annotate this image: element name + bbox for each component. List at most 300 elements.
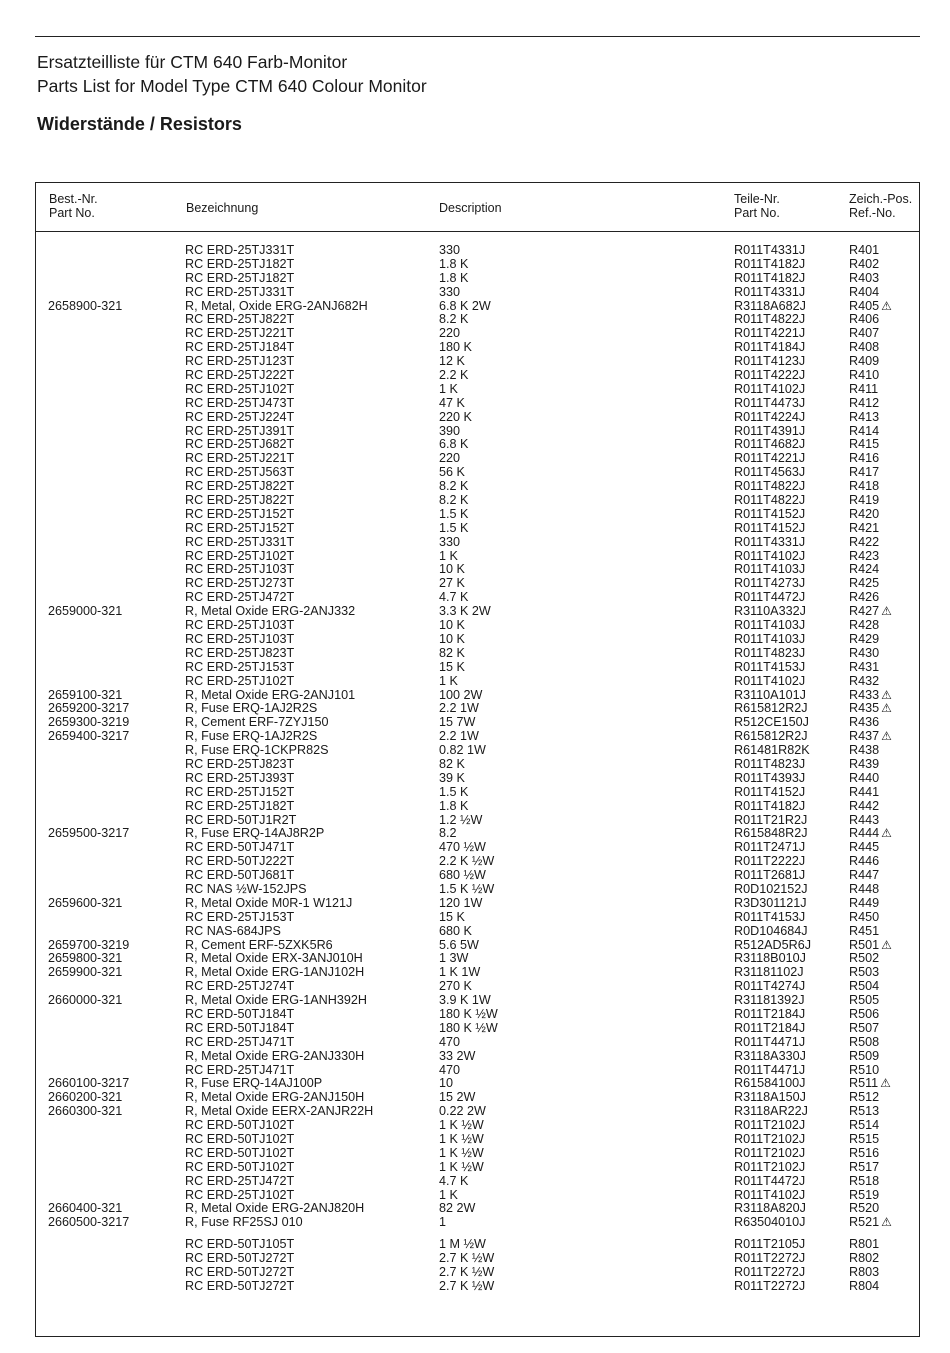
description-cell: 0.22 2W [439,1104,486,1119]
teile-nr-cell: R011T4473J [734,395,806,410]
table-row [0,1091,950,1105]
teile-nr-cell: R3118B010J [734,951,806,966]
description-cell: 1 M ½W [439,1237,486,1252]
teile-nr-cell: R011T4331J [734,534,806,549]
description-cell: 330 [439,534,461,549]
table-row [0,702,950,716]
teile-nr-cell: R615848R2J [734,826,808,841]
teile-nr-cell: R011T4152J [734,520,806,535]
ref-no-cell: R422 [849,534,880,549]
description-cell: 1 K [439,1187,458,1202]
ref-no-cell: R442 [849,798,880,813]
ref-no-cell: R403 [849,270,880,285]
ref-no-cell: R515 [849,1132,880,1146]
part-number-cell: 2659500-3217 [48,826,130,841]
description-cell: 680 K [439,923,472,938]
teile-nr-cell: R011T4471J [734,1062,806,1077]
ref-no-cell: R406 [849,312,880,327]
table-row [0,272,950,286]
table-row [0,355,950,369]
bezeichnung-cell: R, Metal Oxide ERG-2ANJ820H [185,1201,365,1216]
teile-nr-cell: R011T4221J [734,451,806,466]
teile-nr-cell: R011T4103J [734,631,806,646]
bezeichnung-cell: RC ERD-25TJ274T [185,979,295,994]
bezeichnung-cell: R, Fuse RF25SJ 010 [185,1215,303,1230]
teile-nr-cell: R3110A101J [734,687,806,702]
ref-no-cell: R801 [849,1237,880,1252]
ref-no-cell: R511 ⚠ [849,1076,891,1091]
description-cell: 33 2W [439,1048,476,1063]
description-cell: 100 2W [439,687,483,702]
teile-nr-cell: R0D102152J [734,881,808,896]
teile-nr-cell: R3D301121J [734,895,807,910]
column-header-part-no-line2: Part No. [49,205,95,220]
ref-no-cell: R440 [849,770,880,785]
table-row [0,758,950,772]
table-header-divider [35,231,920,232]
ref-no-cell: R447 [849,868,880,883]
table-row [0,661,950,675]
description-cell: 1 K [439,381,458,396]
ref-no-cell: R432 [849,673,880,688]
teile-nr-cell: R3118A820J [734,1201,806,1216]
ref-no-cell: R417 [849,465,880,480]
bezeichnung-cell: RC ERD-50TJ184T [185,1020,295,1035]
teile-nr-cell: R31181392J [734,993,805,1008]
ref-no-cell: R804 [849,1278,880,1293]
part-number-cell: 2659700-3219 [48,937,130,952]
table-row [0,480,950,494]
description-cell: 8.2 K [439,312,469,327]
description-cell: 1 K ½W [439,1159,484,1174]
ref-no-cell: R512 [849,1090,880,1105]
table-row [0,841,950,855]
bezeichnung-cell: RC ERD-50TJ222T [185,854,295,869]
ref-no-cell: R404 [849,284,880,299]
table-row [0,994,950,1008]
bezeichnung-cell: RC ERD-50TJ1R2T [185,812,297,827]
teile-nr-cell: R011T2681J [734,868,806,883]
description-cell: 1.5 K [439,784,469,799]
bezeichnung-cell: R, Fuse ERQ-1AJ2R2S [185,701,318,716]
section-heading: Widerstände / Resistors [37,114,242,134]
bezeichnung-cell: RC ERD-50TJ105T [185,1237,295,1252]
bezeichnung-cell: RC ERD-25TJ182T [185,798,295,813]
bezeichnung-cell: RC NAS-684JPS [185,923,281,938]
description-cell: 1.5 K [439,520,469,535]
column-header-part-no-line1: Best.-Nr. [49,192,98,206]
table-row [0,980,950,994]
bezeichnung-cell: RC ERD-50TJ272T [185,1265,295,1280]
table-row [0,827,950,841]
bezeichnung-cell: RC ERD-25TJ153T [185,909,295,924]
teile-nr-cell: R011T4102J [734,1187,806,1202]
warning-triangle-icon: ⚠ [881,687,892,702]
description-cell: 1 K [439,548,458,563]
teile-nr-cell: R011T4823J [734,756,806,771]
ref-no-cell: R410 [849,368,880,383]
ref-no-cell: R802 [849,1251,880,1266]
ref-no-cell: R411 [849,381,879,396]
bezeichnung-cell: RC ERD-25TJ102T [185,673,295,688]
table-row [0,577,950,591]
bezeichnung-cell: RC ERD-25TJ182T [185,256,295,271]
ref-no-cell: R503 [849,965,880,980]
ref-no-cell: R444 ⚠ [849,826,892,841]
ref-no-cell: R413 [849,409,880,424]
ref-no-cell: R433 ⚠ [849,687,892,702]
table-row [0,425,950,439]
table-row [0,1189,950,1203]
table-row [0,397,950,411]
description-cell: 1 3W [439,951,469,966]
ref-no-cell: R507 [849,1020,880,1035]
description-cell: 56 K [439,465,465,480]
bezeichnung-cell: RC ERD-50TJ681T [185,868,295,883]
teile-nr-cell: R011T4102J [734,381,806,396]
bezeichnung-cell: RC ERD-50TJ102T [185,1132,295,1146]
warning-triangle-icon: ⚠ [881,729,892,744]
description-cell: 27 K [439,576,465,591]
teile-nr-cell: R011T4682J [734,437,806,452]
ref-no-cell: R427 ⚠ [849,604,892,619]
table-row [0,897,950,911]
ref-no-cell: R426 [849,590,880,605]
description-cell: 0.82 1W [439,743,486,758]
bezeichnung-cell: RC ERD-25TJ391T [185,423,295,438]
table-row [0,730,950,744]
teile-nr-cell: R011T4471J [734,1034,806,1049]
column-header-part-no [49,193,98,220]
description-cell: 2.7 K ½W [439,1278,495,1293]
bezeichnung-cell: RC ERD-50TJ471T [185,840,295,855]
description-cell: 180 K ½W [439,1020,498,1035]
description-cell: 1.8 K [439,798,469,813]
teile-nr-cell: R011T4103J [734,562,806,577]
ref-no-cell: R517 [849,1159,880,1174]
ref-no-cell: R518 [849,1173,880,1188]
table-row [0,966,950,980]
description-cell: 1.8 K [439,270,469,285]
table-row [0,1119,950,1133]
description-cell: 2.2 1W [439,729,479,744]
table-row [0,744,950,758]
bezeichnung-cell: RC ERD-25TJ472T [185,590,295,605]
table-row [0,939,950,953]
bezeichnung-cell: RC ERD-25TJ822T [185,312,295,327]
teile-nr-cell: R011T4472J [734,1173,806,1188]
warning-triangle-icon: ⚠ [881,298,892,313]
table-row [0,647,950,661]
table-row [0,591,950,605]
teile-nr-cell: R011T4182J [734,798,806,813]
part-number-cell: 2660300-321 [48,1104,123,1119]
bezeichnung-cell: RC ERD-25TJ471T [185,1062,295,1077]
teile-nr-cell: R0D104684J [734,923,808,938]
bezeichnung-cell: RC ERD-25TJ331T [185,243,295,257]
bezeichnung-cell: RC ERD-25TJ153T [185,659,295,674]
teile-nr-cell: R512AD5R6J [734,937,812,952]
bezeichnung-cell: R, Cement ERF-7ZYJ150 [185,715,329,730]
description-cell: 2.2 K [439,368,469,383]
description-cell: 220 [439,326,461,341]
ref-no-cell: R437 ⚠ [849,729,892,744]
bezeichnung-cell: RC ERD-25TJ224T [185,409,295,424]
teile-nr-cell: R011T4184J [734,340,806,355]
bezeichnung-cell: RC ERD-25TJ221T [185,451,295,466]
bezeichnung-cell: R, Metal Oxide ERG-2ANJ150H [185,1090,365,1105]
table-row [0,952,950,966]
column-header-bezeichnung: Bezeichnung [186,201,259,215]
ref-no-cell: R414 [849,423,880,438]
ref-no-cell: R402 [849,256,880,271]
bezeichnung-cell: R, Metal Oxide ERG-2ANJ330H [185,1048,365,1063]
table-row [0,438,950,452]
column-header-ref-line1: Zeich.-Pos. [849,192,913,206]
bezeichnung-cell: RC ERD-25TJ102T [185,381,295,396]
description-cell: 12 K [439,354,465,369]
teile-nr-cell: R011T4224J [734,409,806,424]
table-row [0,1266,950,1280]
teile-nr-cell: R011T2102J [734,1145,806,1160]
ref-no-cell: R430 [849,645,880,660]
table-row [0,716,950,730]
bezeichnung-cell: R, Fuse ERQ-1AJ2R2S [185,729,318,744]
bezeichnung-cell: RC ERD-25TJ471T [185,1034,295,1049]
bezeichnung-cell: RC ERD-50TJ102T [185,1118,295,1133]
description-cell: 120 1W [439,895,483,910]
bezeichnung-cell: RC ERD-25TJ222T [185,368,295,383]
teile-nr-cell: R011T4331J [734,243,806,257]
bezeichnung-cell: RC ERD-25TJ152T [185,784,295,799]
bezeichnung-cell: RC ERD-25TJ103T [185,631,295,646]
ref-no-cell: R415 [849,437,880,452]
warning-triangle-icon: ⚠ [881,1215,892,1230]
column-header-teile-nr-line1: Teile-Nr. [734,192,780,206]
description-cell: 82 K [439,756,465,771]
table-row [0,633,950,647]
teile-nr-cell: R61584100J [734,1076,806,1091]
teile-nr-cell: R011T4222J [734,368,806,383]
teile-nr-cell: R011T2102J [734,1159,806,1174]
table-row [0,883,950,897]
table-row [0,508,950,522]
bezeichnung-cell: RC ERD-25TJ393T [185,770,295,785]
teile-nr-cell: R011T4822J [734,312,806,327]
description-cell: 1.2 ½W [439,812,483,827]
bezeichnung-cell: RC ERD-25TJ472T [185,1173,295,1188]
teile-nr-cell: R011T2102J [734,1132,806,1146]
part-number-cell: 2660000-321 [48,993,123,1008]
teile-nr-cell: R011T4102J [734,548,806,563]
description-cell: 1 K 1W [439,965,481,980]
table-row [0,286,950,300]
description-cell: 220 [439,451,461,466]
bezeichnung-cell: RC ERD-25TJ273T [185,576,295,591]
ref-no-cell: R441 [849,784,880,799]
description-cell: 1 K ½W [439,1118,484,1133]
bezeichnung-cell: R, Metal Oxide ERG-1ANH392H [185,993,367,1008]
bezeichnung-cell: RC ERD-25TJ152T [185,506,295,521]
table-row [0,925,950,939]
ref-no-cell: R405 ⚠ [849,298,892,313]
bezeichnung-cell: RC ERD-25TJ102T [185,1187,295,1202]
column-header-ref [849,193,912,220]
table-row [0,800,950,814]
teile-nr-cell: R011T4563J [734,465,806,480]
ref-no-cell: R513 [849,1104,880,1119]
teile-nr-cell: R011T4152J [734,506,806,521]
part-number-cell: 2659200-3217 [48,701,130,716]
ref-no-cell: R516 [849,1145,880,1160]
page-title-german: Ersatzteilliste für CTM 640 Farb-Monitor [37,52,348,72]
bezeichnung-cell: RC ERD-25TJ182T [185,270,295,285]
ref-no-cell: R443 [849,812,880,827]
description-cell: 10 K [439,562,465,577]
description-cell: 15 K [439,909,465,924]
part-number-cell: 2660100-3217 [48,1076,130,1091]
description-cell: 15 7W [439,715,476,730]
ref-no-cell: R416 [849,451,880,466]
teile-nr-cell: R512CE150J [734,715,809,730]
description-cell: 3.9 K 1W [439,993,491,1008]
ref-no-cell: R429 [849,631,880,646]
bezeichnung-cell: RC ERD-25TJ682T [185,437,295,452]
ref-no-cell: R451 [849,923,880,938]
teile-nr-cell: R3110A332J [734,604,806,619]
description-cell: 8.2 K [439,493,469,508]
bezeichnung-cell: RC ERD-25TJ103T [185,562,295,577]
teile-nr-cell: R011T4152J [734,784,806,799]
bezeichnung-cell: RC ERD-25TJ221T [185,326,295,341]
table-row [0,911,950,925]
part-number-cell: 2659800-321 [48,951,123,966]
teile-nr-cell: R011T4823J [734,645,806,660]
teile-nr-cell: R011T4391J [734,423,806,438]
description-cell: 15 K [439,659,465,674]
ref-no-cell: R423 [849,548,880,563]
description-cell: 2.7 K ½W [439,1251,495,1266]
parts-table-body [0,244,950,1294]
table-row [0,786,950,800]
bezeichnung-cell: R, Metal Oxide ERX-3ANJ010H [185,951,363,966]
teile-nr-cell: R011T4472J [734,590,806,605]
table-row [0,1280,950,1294]
teile-nr-cell: R31181102J [734,965,804,980]
description-cell: 6.8 K 2W [439,298,491,313]
table-row [0,1050,950,1064]
description-cell: 5.6 5W [439,937,479,952]
description-cell: 1 K ½W [439,1132,484,1146]
teile-nr-cell: R011T2105J [734,1237,806,1252]
ref-no-cell: R502 [849,951,880,966]
table-row [0,244,950,258]
ref-no-cell: R505 [849,993,880,1008]
bezeichnung-cell: R, Fuse ERQ-1CKPR82S [185,743,329,758]
description-cell: 1 K ½W [439,1145,484,1160]
bezeichnung-cell: RC ERD-25TJ103T [185,618,295,633]
ref-no-cell: R510 [849,1062,880,1077]
bezeichnung-cell: RC ERD-25TJ563T [185,465,295,480]
ref-no-cell: R514 [849,1118,880,1133]
bezeichnung-cell: R, Fuse ERQ-14AJ8R2P [185,826,325,841]
table-row [0,619,950,633]
part-number-cell: 2660200-321 [48,1090,123,1105]
description-cell: 270 K [439,979,472,994]
teile-nr-cell: R615812R2J [734,701,808,716]
description-cell: 4.7 K [439,1173,469,1188]
table-row [0,1077,950,1091]
bezeichnung-cell: RC ERD-25TJ152T [185,520,295,535]
ref-no-cell: R425 [849,576,880,591]
table-row [0,772,950,786]
bezeichnung-cell: R, Metal Oxide ERG-1ANJ102H [185,965,365,980]
description-cell: 2.2 1W [439,701,479,716]
ref-no-cell: R436 [849,715,880,730]
table-row [0,1064,950,1078]
bezeichnung-cell: R, Metal Oxide EERX-2ANJR22H [185,1104,374,1119]
bezeichnung-cell: RC ERD-25TJ823T [185,756,295,771]
warning-triangle-icon: ⚠ [881,826,892,841]
table-row [0,1036,950,1050]
teile-nr-cell: R011T4822J [734,479,806,494]
teile-nr-cell: R011T2184J [734,1006,806,1021]
bezeichnung-cell: RC ERD-25TJ473T [185,395,295,410]
top-rule [35,36,920,37]
description-cell: 39 K [439,770,465,785]
description-cell: 8.2 [439,826,457,841]
teile-nr-cell: R011T2471J [734,840,806,855]
table-row [0,411,950,425]
teile-nr-cell: R011T2184J [734,1020,806,1035]
table-row [0,563,950,577]
bezeichnung-cell: RC ERD-25TJ331T [185,534,295,549]
table-row [0,313,950,327]
column-header-teile-nr-line2: Part No. [734,205,780,220]
teile-nr-cell: R011T4103J [734,618,806,633]
part-number-cell: 2659600-321 [48,895,123,910]
ref-no-cell: R409 [849,354,880,369]
ref-no-cell: R435 ⚠ [849,701,892,716]
table-row [0,689,950,703]
table-row [0,855,950,869]
column-header-ref-line2: Ref.-No. [849,205,896,220]
bezeichnung-cell: RC ERD-25TJ331T [185,284,295,299]
table-row [0,1252,950,1266]
warning-triangle-icon: ⚠ [880,1076,891,1091]
teile-nr-cell: R3118A150J [734,1090,806,1105]
description-cell: 470 [439,1062,461,1077]
table-row [0,300,950,314]
teile-nr-cell: R011T2102J [734,1118,806,1133]
part-number-cell: 2660400-321 [48,1201,123,1216]
table-row [0,1202,950,1216]
part-number-cell: 2659300-3219 [48,715,130,730]
page-title-english: Parts List for Model Type CTM 640 Colour Monitor [37,76,427,96]
bezeichnung-cell: R, Metal Oxide M0R-1 W121J [185,895,353,910]
part-number-cell: 2659100-321 [48,687,123,702]
table-row [0,466,950,480]
description-cell: 8.2 K [439,479,469,494]
bezeichnung-cell: RC ERD-25TJ184T [185,340,295,355]
part-number-cell: 2658900-321 [48,298,123,313]
table-row [0,369,950,383]
ref-no-cell: R412 [849,395,880,410]
table-row [0,1105,950,1119]
bezeichnung-cell: R, Metal Oxide ERG-2ANJ332 [185,604,356,619]
bezeichnung-cell: R, Fuse ERQ-14AJ100P [185,1076,323,1091]
column-header-teile-nr [734,193,780,220]
